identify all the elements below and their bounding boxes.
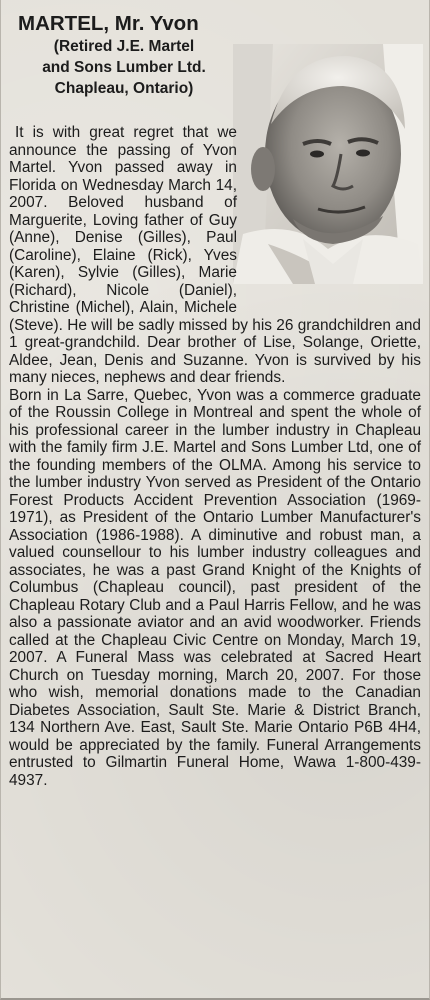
photo-wrap-space: [237, 124, 421, 300]
affiliation-line-1: (Retired J.E. Martel: [53, 38, 195, 55]
affiliation-line-2: and Sons Lumber Ltd.: [42, 59, 206, 76]
deceased-name: MARTEL, Mr. Yvon: [18, 12, 199, 35]
obituary-paragraph: It is with great regret that we announce the passing of Yvon Martel. Yvon passed away in Florida on Wednesday March 14, 2007. Beloved husband of Marguerite, Loving father of Guy (Anne), Denise (Gilles), Paul (Caroline), Elaine (Rick), Yves (Karen), Sylvie (Gilles), Marie (Richard), Nicole (Daniel), Christine (Michel), Alain, Michele (Steve). He will be sadly missed by his 26 grandchildren and 1 great-grandchild. Dear brother of Lise, Solange, Oriette, Aldee, Jean, Denis and Suzanne. Yvon is survived by his many nieces, nephews and dear friends.: [9, 124, 421, 386]
obituary-heading: [15, 12, 233, 99]
obituary-paragraph: Born in La Sarre, Quebec, Yvon was a commerce graduate of the Roussin College in Montreal and spent the whole of his professional career in the lumber industry in Chapleau with the family firm J.E. Martel and Sons Lumber Ltd, one of the founding members of the OLMA. Among his service to the lumber industry Yvon served as President of the Ontario Forest Products Accident Prevention Association (1969-1971), as President of the Ontario Lumber Manufacturer's Association (1986-1988). A diminutive and robust man, a valued counsellour to his lumber industry colleagues and associates, he was a past Grand Knight of the Knights of Columbus (Chapleau council), past president of the Chapleau Rotary Club and a Paul Harris Fellow, and he was also a passionate aviator and an avid woodworker. Friends called at the Chapleau Civic Centre on Monday, March 19, 2007. A Funeral Mass was celebrated at Sacred Heart Church on Tuesday morning, March 20, 2007. For those who wish, memorial donations made to the Canadian Diabetes Association, Sault Ste. Marie & District Branch, 134 Northern Ave. East, Sault Ste. Marie Ontario P6B 4H4, would be appreciated by the family. Funeral Arrangements entrusted to Gilmartin Funeral Home, Wawa 1-800-439-4937.: [9, 386, 421, 789]
affiliation-line-3: Chapleau, Ontario): [54, 80, 194, 97]
obituary-body: [9, 124, 421, 789]
